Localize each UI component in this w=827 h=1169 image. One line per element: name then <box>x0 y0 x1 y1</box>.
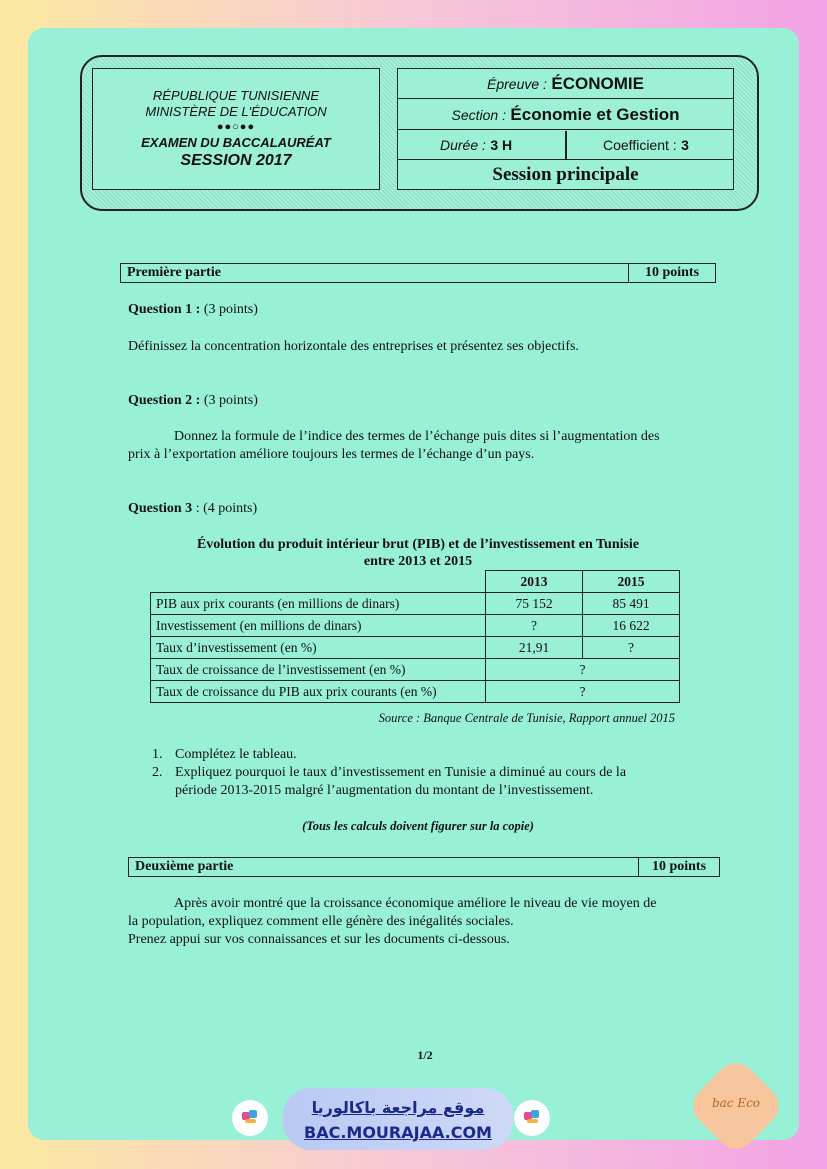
question-3-heading <box>128 501 257 517</box>
section-value: Économie et Gestion <box>510 105 680 124</box>
q2-label: Question 2 : <box>128 393 201 408</box>
task-2-number: 2. <box>152 765 163 780</box>
section-row <box>398 100 733 130</box>
ministry-label: MINISTÈRE DE L'ÉDUCATION <box>145 104 327 119</box>
coef-label: Coefficient : <box>603 137 677 153</box>
question-2-heading <box>128 393 258 409</box>
table-row <box>151 637 680 659</box>
bac-eco-badge-text: bac Eco <box>711 1096 761 1110</box>
table-header-row <box>151 571 680 593</box>
q3-points: : (4 points) <box>195 501 258 516</box>
cell-pib-2013: 75 152 <box>486 593 583 615</box>
coef-cell <box>603 131 689 160</box>
table-title <box>128 536 708 570</box>
col-header-2013: 2013 <box>486 571 583 593</box>
task-2-text-line2: période 2013-2015 malgré l’augmentation du montant de l’investissement. <box>175 783 594 798</box>
table-title-line1: Évolution du produit intérieur brut (PIB) et de l’investissement en Tunisie <box>196 537 640 552</box>
part2-points: 10 points <box>638 858 719 876</box>
republic-label: RÉPUBLIQUE TUNISIENNE <box>152 88 320 103</box>
site-logo-icon <box>232 1100 268 1136</box>
calculation-note: (Tous les calculs doivent figurer sur la copie) <box>302 819 534 833</box>
session-year-label: SESSION 2017 <box>180 152 292 169</box>
site-logo-icon <box>514 1100 550 1136</box>
part1-title-bar <box>120 263 716 283</box>
table-source: Source : Banque Centrale de Tunisie, Rapport annuel 2015 <box>378 711 675 725</box>
question-2-text-line1: Donnez la formule de l’indice des termes de l’échange puis dites si l’augmentation des <box>174 429 660 444</box>
part2-text-line2: la population, expliquez comment elle génère des inégalités sociales. <box>128 914 514 929</box>
cell-taux-investissement-2013: 21,91 <box>486 637 583 659</box>
cell-investissement-2015: 16 622 <box>583 615 680 637</box>
site-url[interactable]: BAC.MOURAJAA.COM <box>304 1123 492 1142</box>
task-1-text: Complétez le tableau. <box>175 747 297 762</box>
part1-points: 10 points <box>628 264 715 282</box>
part2-text-line3: Prenez appui sur vos connaissances et sur les documents ci-dessous. <box>128 932 510 947</box>
cell-pib-2015: 85 491 <box>583 593 680 615</box>
session-type: Session principale <box>492 164 639 185</box>
cell-taux-investissement-2015: ? <box>583 637 680 659</box>
q2-points: (3 points) <box>203 393 258 408</box>
exam-label: EXAMEN DU BACCALAURÉAT <box>141 135 331 150</box>
part1-title: Première partie <box>127 265 221 280</box>
row-label-investissement: Investissement (en millions de dinars) <box>151 615 486 637</box>
section-label: Section : <box>451 107 506 123</box>
table-title-line2: entre 2013 et 2015 <box>363 554 473 569</box>
epreuve-row <box>398 69 733 99</box>
task-2-text-line1: Expliquez pourquoi le taux d’investissement en Tunisie a diminué au cours de la <box>175 765 627 780</box>
task-1-number: 1. <box>152 747 163 762</box>
row-label-taux-investissement: Taux d’investissement (en %) <box>151 637 486 659</box>
part2-text-line1: Après avoir montré que la croissance économique améliore le niveau de vie moyen de <box>174 896 657 911</box>
epreuve-label: Épreuve : <box>487 76 547 92</box>
table-empty-corner <box>151 571 486 593</box>
duree-coef-divider <box>565 131 567 159</box>
dots-ornament: ●●○●● <box>216 121 256 133</box>
page-number: 1/2 <box>417 1048 433 1062</box>
cell-croissance-pib: ? <box>486 681 680 703</box>
pib-investment-table <box>150 570 680 703</box>
q1-label: Question 1 : <box>128 302 201 317</box>
table-row <box>151 593 680 615</box>
part2-title: Deuxième partie <box>135 859 234 874</box>
header-institution-box <box>92 68 380 190</box>
question-1-text: Définissez la concentration horizontale des entreprises et présentez ses objectifs. <box>128 339 579 354</box>
epreuve-value: ÉCONOMIE <box>551 74 644 93</box>
site-link-pill[interactable] <box>283 1088 513 1150</box>
duree-value: 3 H <box>490 137 513 153</box>
question-1-heading <box>128 302 258 318</box>
header-exam-info-box <box>397 68 734 190</box>
cell-investissement-2013: ? <box>486 615 583 637</box>
row-label-croissance-investissement: Taux de croissance de l’investissement (en %) <box>151 659 486 681</box>
table-row <box>151 659 680 681</box>
duree-cell <box>440 131 512 160</box>
row-label-pib: PIB aux prix courants (en millions de dinars) <box>151 593 486 615</box>
site-arabic-name[interactable]: موقع مراجعة باكالوريا <box>311 1098 485 1117</box>
table-row <box>151 615 680 637</box>
table-row <box>151 681 680 703</box>
col-header-2015: 2015 <box>583 571 680 593</box>
coef-value: 3 <box>681 137 689 153</box>
part2-title-bar <box>128 857 720 877</box>
q3-label: Question 3 <box>128 501 193 516</box>
row-label-croissance-pib: Taux de croissance du PIB aux prix courants (en %) <box>151 681 486 703</box>
cell-croissance-investissement: ? <box>486 659 680 681</box>
question-2-text-line2: prix à l’exportation améliore toujours les termes de l’échange d’un pays. <box>128 447 535 462</box>
q1-points: (3 points) <box>203 302 258 317</box>
duree-label: Durée : <box>440 137 486 153</box>
